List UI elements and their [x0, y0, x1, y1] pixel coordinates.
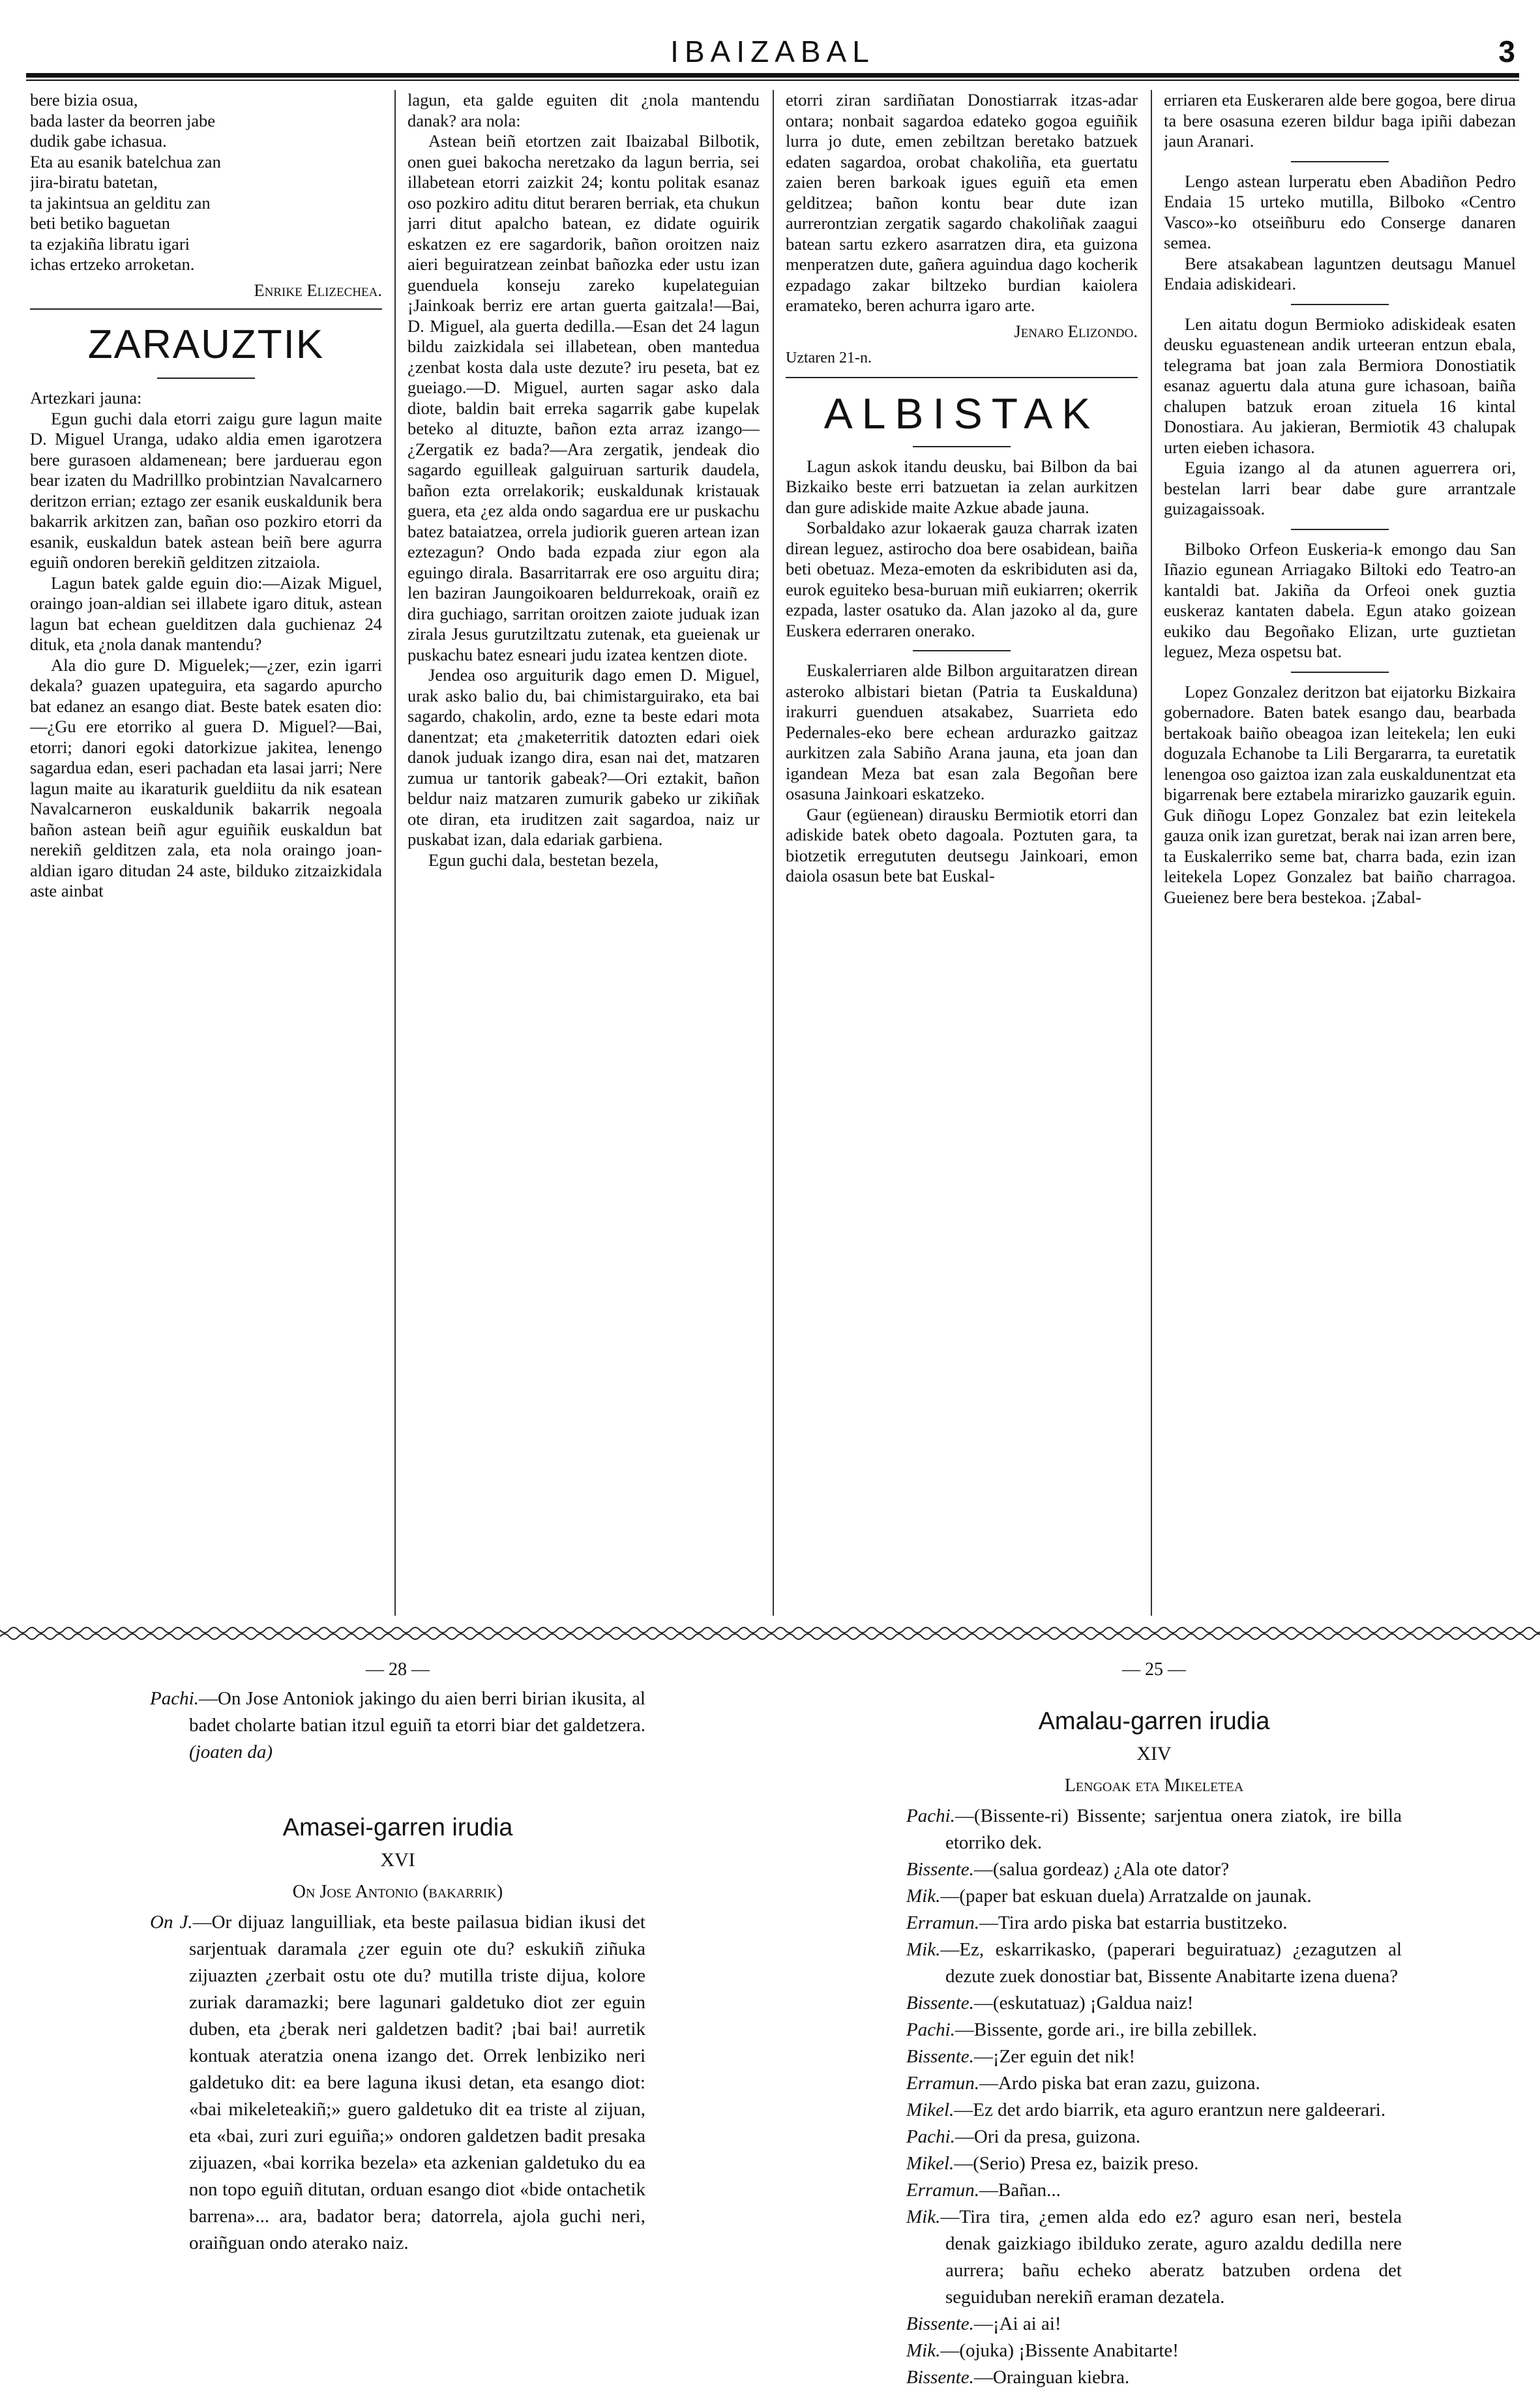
- line-text: —¡Ai ai ai!: [973, 2313, 1061, 2334]
- poem-line: beti betiko baguetan: [30, 213, 170, 233]
- dialogue-line: [906, 2150, 1402, 2177]
- dialogue-line: [906, 1990, 1402, 2017]
- speaker: Bissente.: [906, 1993, 974, 2013]
- short-rule: [157, 378, 255, 379]
- section-rule: [786, 377, 1138, 378]
- section-title-albistak: ALBISTAK: [823, 389, 1100, 438]
- page-number: 3: [1498, 35, 1515, 68]
- line-text: —¡Zer eguin det nik!: [973, 2046, 1136, 2067]
- news-item: erriaren eta Euskeraren alde bere gogoa, bere dirua ta bere osasuna ezeren bildur baga ipiñi dabezan jaun Aranari.: [1164, 90, 1516, 151]
- dialogue-line: [906, 1937, 1402, 1990]
- column-1: [30, 90, 382, 1616]
- speaker: Pachi.: [906, 1805, 955, 1826]
- line-text: —Ori da presa, guizona.: [955, 2126, 1141, 2147]
- line-text: —Bissente, gorde ari., ire billa zebillek.: [955, 2019, 1257, 2040]
- dialogue-line: [906, 1910, 1402, 1937]
- speaker: Pachi.: [906, 2019, 955, 2040]
- news-item: Sorbaldako azur lokaerak gauza charrak izaten direan leguez, astirocho doa bere osabidean, baiña beti obetuaz. Meza-emoten da eskribiduten asi da, eurok eguiteko besa-buruan miñ eukiarren; okerrik ezpada, laster osatuko da. Alan jazoko al da, gure Euskera ederraren onerako.: [786, 518, 1138, 640]
- dialogue-line: [906, 1803, 1402, 1856]
- poem-line: dudik gabe ichasua.: [30, 131, 167, 151]
- page-header: [26, 34, 1519, 73]
- section-title-zarauztik: ZARAUZTIK: [87, 322, 325, 367]
- dialogue-line: [906, 2043, 1402, 2070]
- news-item: Lagun askok itandu deusku, bai Bilbon da bai Bizkaiko beste erri batzuetan ia zelan aurkitzen dan gure adiskide maite Azkue abade jauna.: [786, 456, 1138, 517]
- line-text: —On Jose Antoniok jakingo du aien berri birian ikusita, al badet cholarte batian itzul eguiñ ta etorri biar det galdetzera.: [189, 1688, 645, 1736]
- article-paragraph: Egun guchi dala etorri zaigu gure lagun maite D. Miguel Uranga, udako aldia emen igarotzera bere gurasoen aldamenean; bere jarduerau egon bear izaten du Madrillko probintzian Navalcarnero deritzon errian; eztago zer esanik euskaldunik bera bakarrik arkitzen zan, bañan oso pozkiro etorri da esanik, euskaldun batek astean beiñ bere agurra eguiñ ondoren berekiñ gelditzen zitzaiola.: [30, 408, 382, 572]
- poem-signature: Enrike Elizechea.: [254, 280, 382, 300]
- poem-line: ta ezjakiña libratu igari: [30, 233, 190, 254]
- line-text: —(salua gordeaz) ¿Ala ote dator?: [973, 1859, 1230, 1880]
- column-3: [786, 90, 1138, 1616]
- dateline: Uztaren 21-n.: [786, 349, 872, 366]
- speaker: Bissente.: [906, 2313, 974, 2334]
- salutation: Artezkari jauna:: [30, 388, 142, 408]
- news-item: Lengo astean lurperatu eben Abadiñon Pedro Endaia 15 urteko mutilla, Bilboko «Centro Vasco»-ko otseiñburu edo Conserge danaren semea.: [1164, 171, 1516, 252]
- dialogue-line: [906, 2124, 1402, 2150]
- act-title: Amalau-garren irudia: [1038, 1708, 1270, 1735]
- speaker: Erramun.: [906, 2180, 979, 2201]
- dialogue-line: [906, 2204, 1402, 2311]
- poem-line: ta jakintsua an gelditu zan: [30, 192, 211, 213]
- speaker: Mik.: [906, 2340, 941, 2361]
- speaker: Mik.: [906, 1939, 941, 1960]
- article-paragraph: lagun, eta galde eguiten dit ¿nola mantendu danak? ara nola:: [407, 90, 760, 130]
- act-number: XIV: [1136, 1743, 1172, 1764]
- article-paragraph: Ala dio gure D. Miguelek;—¿zer, ezin igarri dekala? guazen upateguira, eta sagardo apurcho bat edanez an esango diat. Beste batek esaten dio:—¿Gu ere etorriko al guera D. Miguel?—Bai, etorri; danori egoki datorkizue jakitea, lenengo sagardua edan, eseri pachadan eta lasai jarri; Nere lagun maite au ikaraturik gueldiitu da nik esatean Navalcarneron euskaldunik bakarrik negoala bañon astean beiñ agur eguiñik euskaldun bat nerekiñ gelditzen zala, eta nola oraingo joan-aldian igaro ditudan 24 aste, bilduko zitzaizkidala aste ainbat: [30, 655, 382, 900]
- short-rule: [1291, 304, 1389, 305]
- speaker: On J.: [150, 1912, 193, 1933]
- short-rule: [1291, 672, 1389, 673]
- news-item: Len aitatu dogun Bermioko adiskideak esaten deusku eguastenean andik urteeran entzun ebala, telegrama bat joan zala Bermiora Donostiatik esanaz aguertu dala atuna gure ichasoan, baiña chalupen batzuk eroan zituela 16 kintal Donostiara. Au jakieran, Bermiotik 43 chalupak urten eieben ichasora.: [1164, 314, 1516, 457]
- speaker: Bissente.: [906, 1859, 974, 1880]
- line-text: —Bañan...: [979, 2180, 1061, 2201]
- line-text: —Tira ardo piska bat estarria bustitzeko.: [979, 1912, 1288, 1933]
- line-text: —Or dijuaz languilliak, eta beste pailasua bidian ikusi det sarjentuak daramala ¿zer eguin ote du? eskukiñ ziñuka zijuazten ¿zerbait ostu ote du? mutilla triste dijua, kolore zuriak daramazki; bere lagunari galdetuko diot zer eguin duben, eta ¿berak neri galdetzen badit? ¡bai bai! aurretik kontuak ateratzia onena izango det. Orrek lenbiziko neri galdetuko dit: ea bere laguna ikusi detan, eta esango diot: «bai mikeleteakiñ;» guero galdetuko dit ea triste al zijuan, eta «bai, zuri zuri eguiña;» ondoren galdetzen badit presaka zijuazen, «bai korrika bezela» eta azkenian galdetuko du ea non topo eguiñ ditutan, orduan esango diot «bide ontachetik barrena»... ara, badator bera; datorrela, ajola guchi neri, oraiñguan ondo aterako naiz.: [189, 1912, 645, 2253]
- line-text: —(Serio) Presa ez, baizik preso.: [954, 2153, 1199, 2174]
- line-text: —(paper bat eskuan duela) Arratzalde on jaunak.: [940, 1886, 1312, 1907]
- poem-line: Eta au esanik batelchua zan: [30, 151, 221, 171]
- dialogue-line: [150, 1909, 645, 2257]
- wavy-page-separator: [0, 1622, 1540, 1644]
- line-text: —Ardo piska bat eran zazu, guizona.: [979, 2073, 1260, 2094]
- article-paragraph: Lagun batek galde eguin dio:—Aizak Miguel, oraingo joan-aldian sei illabete igaro dituk, astean lagun bat echean guelditzen dala guchienaz 24 dituk, eta ¿nola danak mantendu?: [30, 572, 382, 654]
- article-paragraph: Jendea oso arguiturik dago emen D. Miguel, urak asko balio du, bai chimistarguirako, eta bai sagardo, chakolin, ardo, ezne ta beste edari mota danentzat; eta ¿maketerritik datozten edari oiek danok juduak izango dira, esan nai det, matzaren zumua ur tantorik gabeak?—Ori eztakit, bañon beldur naiz matzaren zumurik gabeko ur zikiñak ote diran, eta iruditzen zait sagardoa, naiz ur puskabat izan, dala edariak garbiena.: [407, 665, 760, 849]
- supplement-page-number: — 25 —: [1122, 1659, 1186, 1680]
- column-divider: [394, 90, 396, 1616]
- column-divider: [773, 90, 774, 1616]
- act-title: Amasei-garren irudia: [282, 1814, 513, 1841]
- header-rule-thin: [26, 80, 1519, 81]
- speaker: Mikel.: [906, 2100, 955, 2120]
- dialogue-line: [906, 2177, 1402, 2204]
- news-item: Euskalerriaren alde Bilbon arguitaratzen direan asteroko albistari bietan (Patria ta Euskalduna) irakurri guenduen atsakabez, Suarrieta edo Pedernales-eko bere echean ardurazko gaitzaz aurkitzen zala Sabiño Arana jauna, eta joan dan igandean Meza bat esan zala Begoñan bere osasuna Jainkoari eskatzeko.: [786, 661, 1138, 803]
- column-divider: [1151, 90, 1152, 1616]
- dialogue-line: [906, 1883, 1402, 1910]
- news-item: Bere atsakabean laguntzen deutsagu Manuel Endaia adiskideari.: [1164, 253, 1516, 293]
- line-text: —(ojuka) ¡Bissente Anabitarte!: [940, 2340, 1179, 2361]
- news-item: Eguia izango al da atunen aguerrera ori, bestelan larri bear dabe gure arrantzale guizagaissoak.: [1164, 458, 1516, 518]
- dialogue-line: [906, 2017, 1402, 2043]
- article-paragraph: Astean beiñ etortzen zait Ibaizabal Bilbotik, onen guei bakocha neretzako da lagun berria, sei illabetean etorri zaizkit 24; kontu politak esanaz oso pozkiro aditu ditut beraren berriak, eta chukun jarri ditut apalcho batean, ez didate oguirik eskatzen ez ere sagardorik, bañon oroitzen naiz aieri beguiratzean zeinbat bañozka eder ustu izan guenduela konseju zareko kupelateguian ¡Jainkoak berriz ere artan guerta gaitzala!—Bai, D. Miguel, ala guerta dedilla.—Esan det 24 lagun bildu zaizkidala sei illabetean, oben mantedua ¿zenbat kosta dala uste dezute? iru peseta, bat ez gueiago.—D. Miguel, aurten sagar asko dala diote, baldin bait erreka sagarrik gabe kupelak beteko al dituzte, bañon ezta arraz izango—¿Zergatik ez bada?—Ara zergatik, jendeak dio sagardo eguilleak galguiruan sarturik daudela, bañon ezta orrelakorik; euskaldunak kristauak guera, eta ¿ez alda ondo sagardua ere ur puskachu batez bataiatzea, orrela judiorik gueren artean izan eztezagun? Ondo bada ezpada ziur egon ala eguingo dirala. Basarritarrak ere oso arguitu dira; len baziran Jaungoikoaren beldurrekoak, oraiñ ez dira guchiago, sarritan oroitzen zaiote juduak izan zirala Jesus gurutziltzatu zutenak, eta gueienak ur puskachu batez esneari judu izatea kentzen diote.: [407, 131, 760, 664]
- line-text: —Tira tira, ¿emen alda edo ez? aguro esan neri, bestela denak gaizkiago ibilduko zerate, aguro azaldu dedilla nere aurrera; bañu echeko aberatz batzuben ordena det seguiduban nerekiñ eraman dezatela.: [940, 2206, 1402, 2308]
- line-text: —(eskutatuaz) ¡Galdua naiz!: [973, 1993, 1194, 2013]
- newspaper-title: IBAIZABAL: [670, 35, 875, 68]
- article-paragraph: etorri ziran sardiñatan Donostiarrak itzas-adar ontara; nonbait sagardoa edateko gogoa eguiñik lurra jo dute, emen zebiltzan beretako batzuek edaten sagardoa, orobat chakoliña, eta guertatu zaien beren barkoak igues eguiñ eta emen gelditzea; bañon kontu bear dute izan aurrerontzian zergatik sagardo chakoliñak zaagui batean sartu ezkero asarratzen dira, eta guizona menperatzen dute, gañera aguindua dago kocherik ezpadago zakar biltzeko burdian kaiolera eramateko, beren achurra igaro arte.: [786, 90, 1138, 315]
- speaker: Erramun.: [906, 1912, 979, 1933]
- short-rule: [913, 446, 1011, 447]
- speaker: Mik.: [906, 2206, 941, 2227]
- line-text: —Ez det ardo biarrik, eta aguro erantzun nere galdeerari.: [954, 2100, 1386, 2120]
- header-rule: [26, 73, 1519, 78]
- poem-line: bere bizia osua,: [30, 90, 138, 110]
- short-rule: [1291, 529, 1389, 530]
- column-2: [407, 90, 760, 1616]
- news-item: Bilboko Orfeon Euskeria-k emongo dau San Iñazio egunean Arriagako Biltoki edo Teatro-an kantaldi bat. Jakiña da Orfeoi onek guztia euskeraz kantaten dabela. Egun atako goizean eukiko dau Begoñako Elizan, urte guztietan leguez, Meza ospetsu bat.: [1164, 539, 1516, 661]
- speaker: Pachi.: [150, 1688, 199, 1709]
- poem-line: jira-biratu batetan,: [30, 172, 158, 192]
- dialogue-line: [150, 1686, 645, 1766]
- poem: [30, 90, 382, 275]
- cast-list: Lengoak eta Mikeletea: [1064, 1775, 1244, 1796]
- speaker: Bissente.: [906, 2367, 974, 2388]
- supplement-page-left: [150, 1656, 645, 2253]
- supplement-page-right: [906, 1656, 1402, 2388]
- speaker: Erramun.: [906, 2073, 979, 2094]
- dialogue-line: [906, 2311, 1402, 2338]
- speaker: Mikel.: [906, 2153, 955, 2174]
- column-4: [1164, 90, 1516, 1616]
- dialogue-line: [906, 1856, 1402, 1883]
- section-rule: [30, 308, 382, 310]
- poem-line: bada laster da beorren jabe: [30, 110, 215, 130]
- dialogue-line: [906, 2097, 1402, 2124]
- line-text: —Orainguan kiebra.: [973, 2367, 1130, 2388]
- cast-list: On Jose Antonio (bakarrik): [292, 1882, 503, 1902]
- line-text: —(Bissente-ri) Bissente; sarjentua onera ziatok, ire billa etorriko dek.: [945, 1805, 1402, 1853]
- short-rule: [1291, 161, 1389, 162]
- poem-line: ichas ertzeko arroketan.: [30, 254, 195, 274]
- dialogue-line: [906, 2364, 1402, 2391]
- dialogue-list: [906, 1803, 1402, 2391]
- supplement-page-number: — 28 —: [366, 1659, 430, 1680]
- dialogue-line: [906, 2070, 1402, 2097]
- speaker: Pachi.: [906, 2126, 955, 2147]
- stage-direction: (joaten da): [189, 1742, 273, 1762]
- news-item: Lopez Gonzalez deritzon bat eijatorku Bizkaira gobernadore. Baten batek esango dau, bearbada bertakoak baiño obeagoa izan leitekela; len euki doguzala Echanobe ta Lili Bergararra, ta euretatik lenengoa oso gaiztoa izan zala euskaldunentzat eta bigarrenak bere eztabela mirarizko gauzarik eguin. Guk diñogu Lopez Gonzalez bat ezin leitekela gauza onik izan guretzat, berak nai izan arren bere, ta Euskalerriko seme bat, charra bada, ezin izan leitekela Lopez Gonzalez bat baiño charragoa. Gueienez bere bera bestekoa. ¡Zabal-: [1164, 681, 1516, 907]
- short-rule: [913, 650, 1011, 651]
- line-text: —Ez, eskarrikasko, (paperari beguiratuaz) ¿ezagutzen al dezute zuek donostiar bat, Bissente Anabitarte izena duena?: [940, 1939, 1402, 1987]
- article-signature: Jenaro Elizondo.: [1014, 321, 1138, 341]
- dialogue-line: [906, 2338, 1402, 2364]
- article-paragraph: Egun guchi dala, bestetan bezela,: [428, 850, 659, 870]
- speaker: Bissente.: [906, 2046, 974, 2067]
- act-number: XVI: [380, 1849, 415, 1871]
- speaker: Mik.: [906, 1886, 941, 1907]
- news-item: Gaur (egüenean) dirausku Bermiotik etorri dan adiskide batek obeto dagoala. Poztuten gara, ta biotzetik erregututen deutsegu Jainkoari, emon daiola osasun bete bat Euskal-: [786, 804, 1138, 885]
